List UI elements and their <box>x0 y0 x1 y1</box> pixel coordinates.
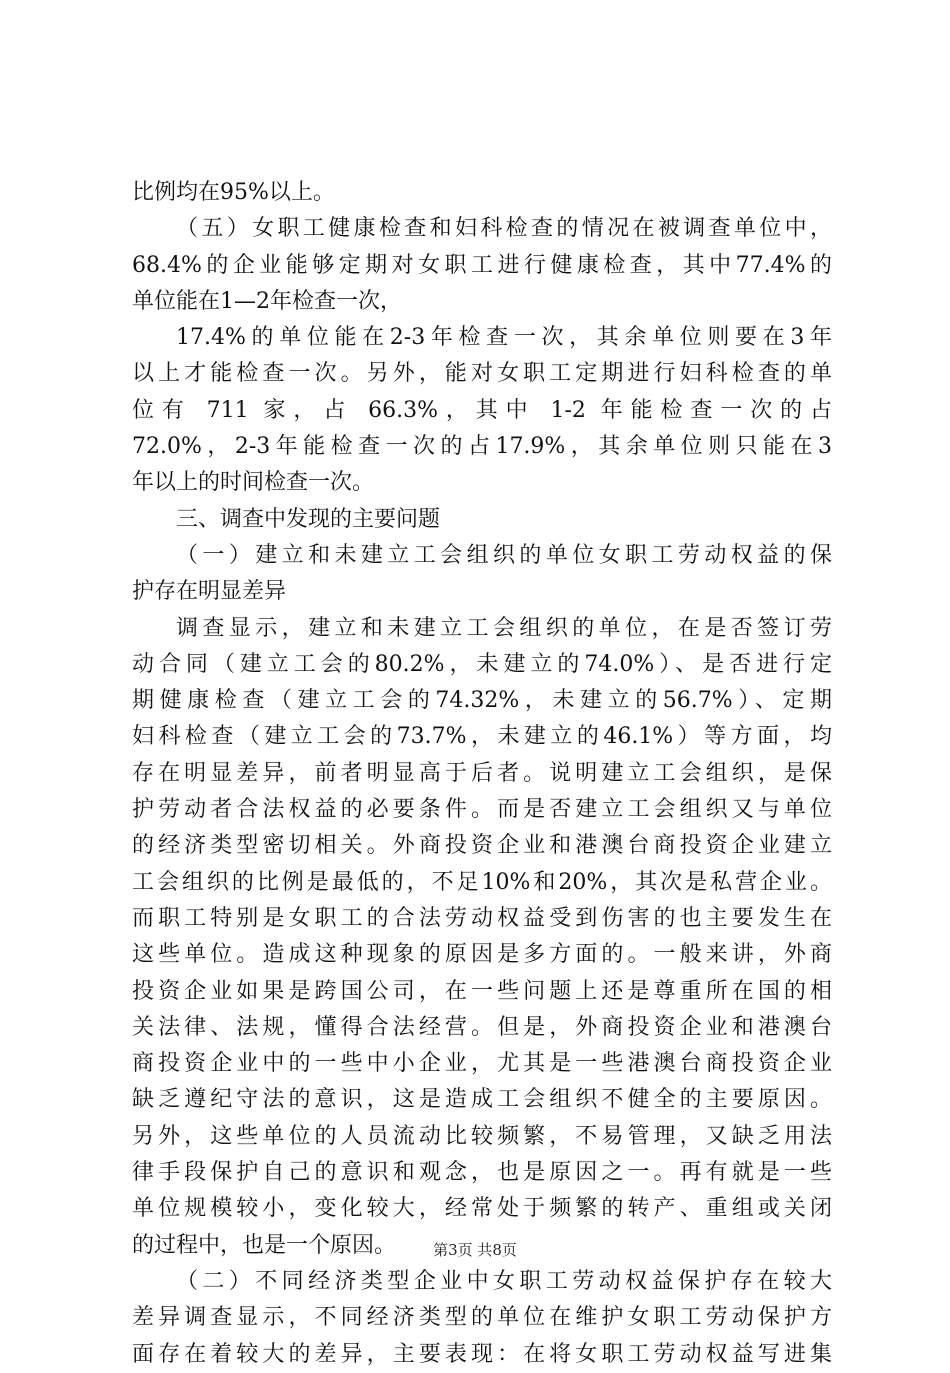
text-line: 而职工特别是女职工的合法劳动权益受到伤害的也主要发生在 <box>132 905 832 931</box>
text-line: 妇科检查（建立工会的73.7%，未建立的46.1%）等方面，均 <box>132 724 832 750</box>
text-line: 另外，这些单位的人员流动比较频繁，不易管理，又缺乏用法 <box>132 1123 832 1149</box>
text-line: 护存在明显差异 <box>132 579 287 605</box>
text-line: 三、调查中发现的主要问题 <box>176 506 441 532</box>
page-footer: 第3页 共8页 <box>433 1241 517 1259</box>
text-line: 68.4%的企业能够定期对女职工进行健康检查，其中77.4%的 <box>132 252 832 278</box>
body-text <box>132 175 832 1373</box>
text-line: 缺乏遵纪守法的意识，这是造成工会组织不健全的主要原因。 <box>132 1087 832 1113</box>
text-line: 护劳动者合法权益的必要条件。而是否建立工会组织又与单位 <box>132 797 832 823</box>
text-line: 17.4%的单位能在2-3年检查一次，其余单位则要在3年 <box>176 325 832 351</box>
text-line: 律手段保护自己的意识和观念，也是原因之一。再有就是一些 <box>132 1160 832 1186</box>
text-line: （五）女职工健康检查和妇科检查的情况在被调查单位中， <box>176 216 832 242</box>
text-line: 关法律、法规，懂得合法经营。但是，外商投资企业和港澳台 <box>132 1014 832 1040</box>
text-line: 调查显示，建立和未建立工会组织的单位，在是否签订劳 <box>176 615 832 641</box>
text-line: 以上才能检查一次。另外，能对女职工定期进行妇科检查的单 <box>132 361 832 387</box>
text-line: 单位能在1—2年检查一次， <box>132 288 402 314</box>
text-line: 的过程中，也是一个原因。 <box>132 1232 397 1258</box>
text-line: 差异调查显示，不同经济类型的单位在维护女职工劳动保护方 <box>132 1305 832 1331</box>
text-line: 年以上的时间检查一次。 <box>132 470 375 496</box>
text-line: 面存在着较大的差异，主要表现：在将女职工劳动权益写进集 <box>132 1341 832 1367</box>
text-line: （一）建立和未建立工会组织的单位女职工劳动权益的保 <box>176 542 832 568</box>
text-line: 的经济类型密切相关。外商投资企业和港澳台商投资企业建立 <box>132 833 832 859</box>
text-line: （二）不同经济类型企业中女职工劳动权益保护存在较大 <box>176 1268 832 1294</box>
text-line: 位有 711 家，占 66.3%，其中 1-2 年能检查一次的占 <box>132 397 832 423</box>
text-line: 这些单位。造成这种现象的原因是多方面的。一般来讲，外商 <box>132 942 832 968</box>
text-line: 工会组织的比例是最低的，不足10%和20%，其次是私营企业。 <box>132 869 832 895</box>
text-line: 期健康检查（建立工会的74.32%，未建立的56.7%）、定期 <box>132 688 832 714</box>
text-line: 存在明显差异，前者明显高于后者。说明建立工会组织，是保 <box>132 760 832 786</box>
text-line: 单位规模较小，变化较大，经常处于频繁的转产、重组或关闭 <box>132 1196 832 1222</box>
text-line: 投资企业如果是跨国公司，在一些问题上还是尊重所在国的相 <box>132 978 832 1004</box>
text-line: 比例均在95%以上。 <box>132 180 335 205</box>
text-line: 动合同（建立工会的80.2%，未建立的74.0%）、是否进行定 <box>132 651 832 677</box>
text-line: 72.0%，2-3年能检查一次的占17.9%，其余单位则只能在3 <box>132 434 832 460</box>
text-line: 商投资企业中的一些中小企业，尤其是一些港澳台商投资企业 <box>132 1051 832 1077</box>
